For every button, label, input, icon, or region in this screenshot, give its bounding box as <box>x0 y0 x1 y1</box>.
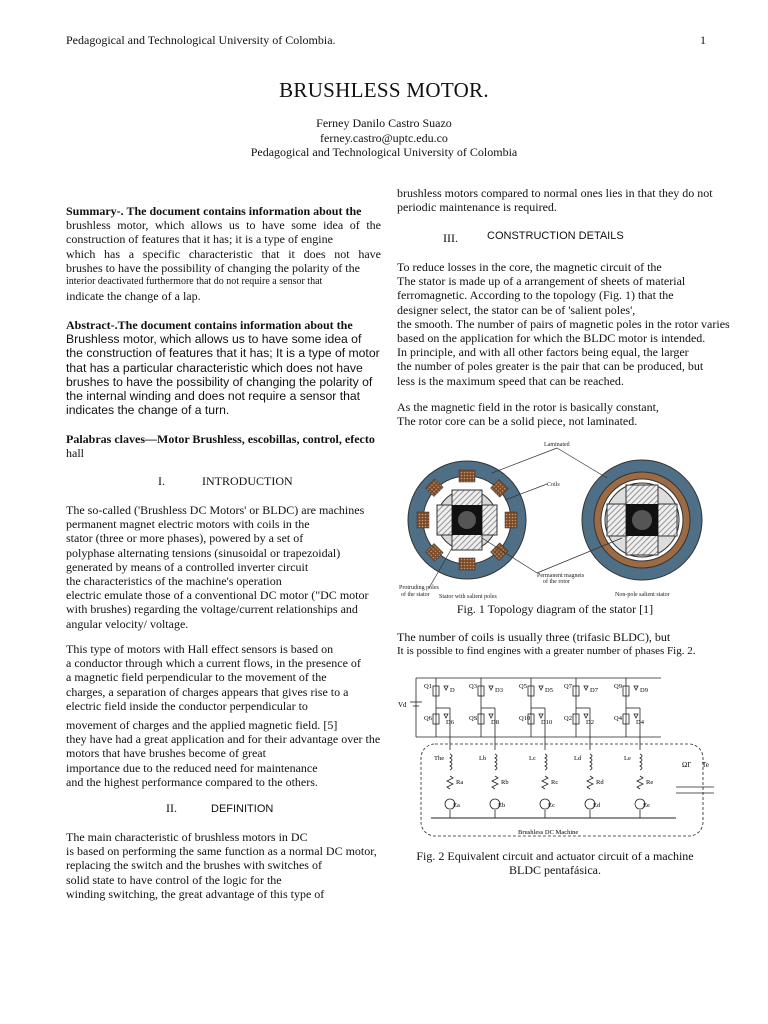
source-label: Ea <box>453 802 460 809</box>
construction-paragraph-1: To reduce losses in the core, the magnetic circuit of the The stator is made up of a arrangement of sheets of material ferromagnetic. According to the topology (Fig. 1) that the designer select, the stator can be of 'salient poles', the smooth. The number of pairs of magnetic poles in the rotor varies based on the application for which the BLDC motor is intended. In principle, and with all other factors being equal, the larger the number of poles greater is the pair that can be produced, but less is the maximum speed that can be reached. <box>397 260 730 388</box>
running-header: Pedagogical and Technological University of Colombia. <box>66 33 336 47</box>
te-label: Te <box>702 761 709 769</box>
bottom-diode-label: D2 <box>586 719 594 726</box>
keywords: Palabras claves—Motor Brushless, escobillas, control, efecto hall <box>66 432 375 461</box>
section-construction-number: III. <box>443 231 458 245</box>
page-number: 1 <box>700 33 706 47</box>
construction-paragraph-2: As the magnetic field in the rotor is basically constant, The rotor core can be a solid piece, not laminated. <box>397 400 659 429</box>
bottom-diode-label: D4 <box>636 719 644 726</box>
source-label: Ed <box>593 802 601 809</box>
summary <box>66 204 381 303</box>
inductor-label: Lb <box>479 755 487 762</box>
right-continuation: brushless motors compared to normal ones lies in that they do not periodic maintenance is required. <box>397 186 713 215</box>
bottom-diode-label: D10 <box>541 719 553 726</box>
resistor-label: Ra <box>456 779 464 786</box>
bottom-diode-label: D8 <box>491 719 499 726</box>
author-name: Ferney Danilo Castro Suazo <box>316 116 452 130</box>
author-affiliation: Pedagogical and Technological University of Colombia <box>250 145 518 159</box>
label-protruding-poles: Protruding poles <box>399 585 439 591</box>
bottom-switch-label: Q6 <box>424 715 432 722</box>
circuit-leg <box>431 678 676 818</box>
inductor-label: Lc <box>529 755 536 762</box>
circuit-leg <box>431 678 676 818</box>
section-definition-number: II. <box>166 801 177 815</box>
top-switch-label: Q1 <box>424 683 432 690</box>
summary-lead: Summary-. The document contains information about the <box>66 204 362 218</box>
figure-2-caption-line2: BLDC pentafásica. <box>509 863 601 877</box>
figure-2-circuit-diagram <box>396 672 716 842</box>
author-email: ferney.castro@uptc.edu.co <box>320 131 448 145</box>
resistor-label: Rd <box>596 779 604 786</box>
source-label: Ec <box>548 802 555 809</box>
coils-paragraph: The number of coils is usually three (trifasic BLDC), but It is possible to find engines with a greater number of phases Fig. 2. <box>397 630 696 658</box>
inductor-label: The <box>434 755 445 762</box>
label-of-stator: of the stator <box>401 592 430 598</box>
inductor-label: Le <box>624 755 631 762</box>
resistor-label: Rc <box>551 779 559 786</box>
inductor-label: Ld <box>574 755 582 762</box>
resistor-label: Re <box>646 779 654 786</box>
abstract <box>66 318 381 417</box>
circuit-leg <box>424 678 676 818</box>
section-construction-title: CONSTRUCTION DETAILS <box>487 230 624 242</box>
intro-paragraph-2: This type of motors with Hall effect sensors is based on a conductor through which a current flows, in the presence of a magnetic field perpendicular to the movement of the charges, a separation of charges appears that gives rise to a electric field inside the conductor perpendicular to movement of charges and the applied magnetic field. [5] they have had a great application and for their advantage over the motors that have brushes become of great importance due to the reduced need for maintenance and the highest performance compared to the others. <box>66 642 381 789</box>
section-definition-title: DEFINITION <box>211 803 274 815</box>
paper-title: BRUSHLESS MOTOR. <box>279 78 489 102</box>
vd-label: Vd <box>398 701 407 709</box>
top-diode-label: D7 <box>590 687 598 694</box>
bottom-diode-label: D6 <box>446 719 454 726</box>
label-laminated: Laminated <box>544 442 570 448</box>
abstract-lead: Abstract-.The document contains information about the <box>66 318 353 332</box>
label-permanent-magnets: Permanent magnets <box>537 573 585 579</box>
figure-2-caption-line1: Fig. 2 Equivalent circuit and actuator circuit of a machine <box>416 849 694 863</box>
section-intro-title: INTRODUCTION <box>202 474 293 488</box>
intro-paragraph-1: The so-called ('Brushless DC Motors' or BLDC) are machines permanent magnet electric motors with coils in the stator (three or more phases), powered by a set of polyphase alternating tensions (sinusoidal or trapezoidal) generated by means of a controlled inverter circuit the characteristics of the machine's operation electric emulate those of a conventional DC motor ("DC motor with brushes) regarding the voltage/current relationships and angular velocity/ voltage. <box>66 503 369 631</box>
section-intro-number: I. <box>158 474 165 488</box>
label-of-rotor: of the rotor <box>543 579 570 585</box>
figure-1-stator-diagram <box>397 438 713 600</box>
label-salient: Stator with salient poles <box>439 594 497 600</box>
top-switch-label: Q3 <box>469 683 477 690</box>
salient-pole-stator-icon <box>408 461 526 579</box>
figure-1-caption: Fig. 1 Topology diagram of the stator [1] <box>456 602 654 616</box>
abstract-body: Brushless motor, which allows us to have some idea of the construction of features that it has; It is a type of motor that has a particular characteristic which does not have brushes to have the possibility of changing the polarity of the internal winding and does not require a sensor that indicates the change of a turn. <box>66 332 380 418</box>
summary-body: brushless motor, which allows us to have some idea of the construction of features that it has; it is a type of engine which has a specific characteristic that it does not have brushes to have the possibility of changing the polarity of the interior deactivated furthermore that do not require a sensor that indicate the change of a lap. <box>66 218 381 304</box>
omega-label: ΩΓ <box>682 761 692 769</box>
top-switch-label: Q5 <box>519 683 527 690</box>
circuit-leg <box>431 678 676 818</box>
source-label: Ee <box>643 802 650 809</box>
top-switch-label: Q7 <box>564 683 572 690</box>
circuit-leg <box>431 678 676 818</box>
label-coils: Coils <box>547 482 560 488</box>
machine-label: Brushless DC Machine <box>518 829 579 836</box>
non-salient-stator-icon <box>582 460 702 580</box>
bottom-switch-label: Q2 <box>564 715 572 722</box>
resistor-label: Rb <box>501 779 509 786</box>
definition-paragraph: The main characteristic of brushless motors in DC is based on performing the same function as a normal DC motor, replacing the switch and the brushes with switches of solid state to have control of the logic for the winding switching, the great advantage of this type of <box>66 830 377 901</box>
top-diode-label: D9 <box>640 687 648 694</box>
top-diode-label: D5 <box>545 687 553 694</box>
source-label: Eb <box>498 802 506 809</box>
top-diode-label: D <box>450 687 455 694</box>
top-switch-label: Q9 <box>614 683 622 690</box>
top-diode-label: D3 <box>495 687 503 694</box>
bottom-switch-label: Q10 <box>519 715 531 722</box>
label-non-salient: Non-pole salient stator <box>615 592 670 598</box>
bottom-switch-label: QS <box>469 715 478 722</box>
bottom-switch-label: Q4 <box>614 715 622 722</box>
